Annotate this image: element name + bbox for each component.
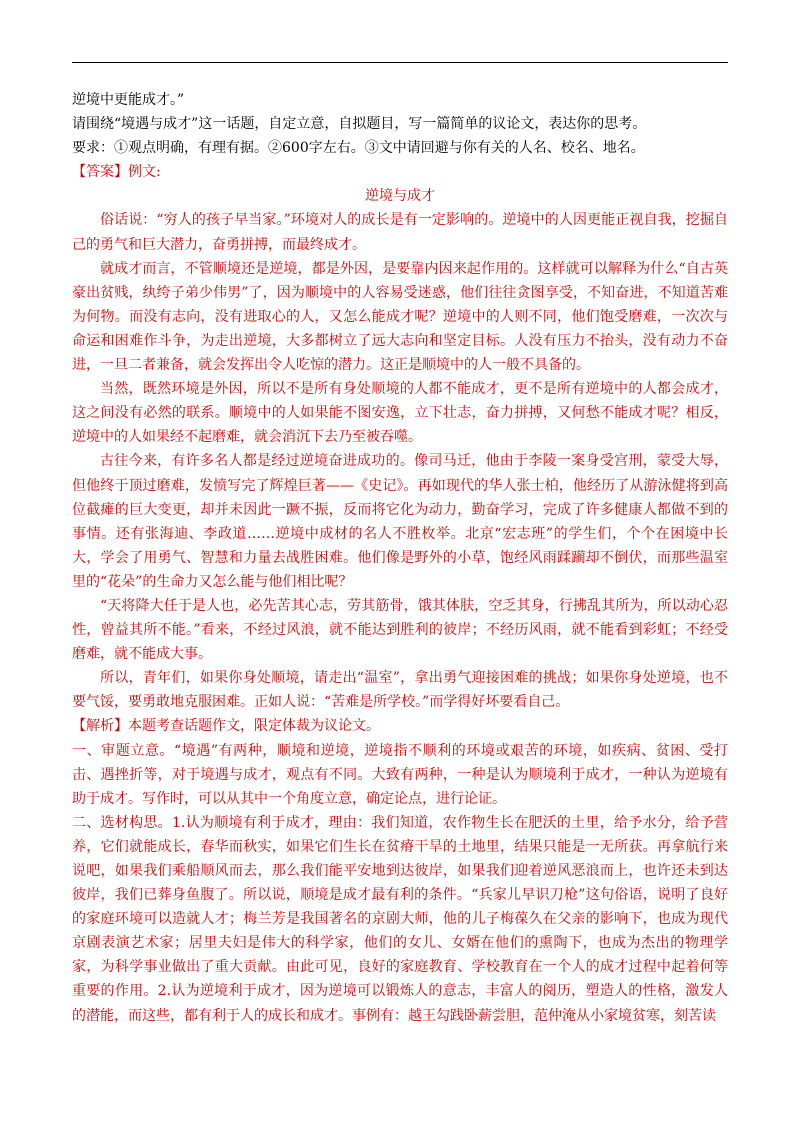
analysis-label-suffix: 本题考查话题作文，限定体裁为议论文。 [128,718,380,735]
answer-heading [72,160,728,184]
analysis-label: 【解析】 [72,718,128,735]
essay-paragraph: “天将降大任于是人也，必先苦其心志，劳其筋骨，饿其体肤，空乏其身，行拂乱其所为，所以动心忍性，曾益其所不能。”看来，不经过风浪，就不能达到胜利的彼岸；不经历风雨，就不能看到彩虹；不经受磨难，就不能成大事。 [72,597,728,663]
intro-line-2: 请围绕“境遇与成才”这一话题，自定立意，自拟题目，写一篇简单的议论文，表达你的思考。 [72,116,647,133]
answer-label-suffix: 例文: [128,164,161,181]
analysis-paragraph: 一、审题立意。“境遇”有两种，顺境和逆境，逆境指不顺利的环境或艰苦的环境，如疾病、贫困、受打击、遇挫折等，对于境遇与成才，观点有不同。大致有两种，一种是认为顺境利于成才，一种认为逆境有助于成才。写作时，可以从其中一个角度立意，确定论点，进行论证。 [72,742,728,807]
essay-paragraph: 当然，既然环境是外因，所以不是所有身处顺境的人都不能成才，更不是所有逆境中的人都会成才，这之间没有必然的联系。顺境中的人如果能不图安逸，立下壮志，奋力拼搏，又何愁不能成才呢？相反，逆境中的人如果经不起磨难，就会消沉下去乃至被吞噬。 [72,381,728,446]
essay-title: 逆境与成才 [365,188,435,205]
analysis-paragraph: 二、选材构思。1.认为顺境有利于成才，理由：我们知道，农作物生长在肥沃的土里，给予水分，给予营养，它们就能成长，春华而秋实，如果它们生长在贫瘠干旱的土地里，结果只能是一无所获。再拿航行来说吧，如果我们乘船顺风而去，那么我们能平安地到达彼岸，如果我们迎着逆风恶浪而上，也许还未到达彼岸，我们已葬身鱼腹了。所以说，顺境是成才最有利的条件。“兵家儿早识刀枪”这句俗语，说明了良好的家庭环境可以造就人才；梅兰芳是我国著名的京剧大师，他的儿子梅葆久在父亲的影响下，也成为现代京剧表演艺术家；居里夫妇是伟大的科学家，他们的女儿、女婿在他们的熏陶下，也成为杰出的物理学家，为科学事业做出了重大贡献。由此可见，良好的家庭教育、学校教育在一个人的成才过程中起着何等重要的作用。2.认为逆境利于成才，因为逆境可以锻炼人的意志，丰富人的阅历，塑造人的性格，激发人的潜能，而这些，都有利于人的成长和成才。事例有：越王勾践卧薪尝胆，范仲淹从小家境贫寒，刻苦读 [72,814,728,1024]
essay-paragraph: 俗话说：“穷人的孩子早当家。”环境对人的成长是有一定影响的。逆境中的人因更能正视自我，挖掘自己的勇气和巨大潜力，奋勇拼搏，而最终成才。 [72,212,728,253]
answer-label: 【答案】 [72,164,128,181]
essay-paragraph: 古往今来，有许多名人都是经过逆境奋进成功的。像司马迁，他由于李陵一案身受宫刑，蒙受大辱，但他终于顶过磨难，发愤写完了辉煌巨著——《史记》。再如现代的华人张士柏，他经历了从游泳健将到高位截瘫的巨大变更，却并未因此一蹶不振，反而将它化为动力，勤奋学习，完成了许多健康人都做不到的事情。还有张海迪、李政道……逆境中成材的名人不胜枚举。北京“宏志班”的学生们，个个在困境中长大，学会了用勇气、智慧和力量去战胜困难。他们像是野外的小草，饱经风雨蹂躏却不倒伏，而那些温室里的“花朵”的生命力又怎么能与他们相比呢？ [72,453,728,590]
analysis-heading [72,714,728,738]
header-rule [72,62,728,63]
intro-line-3: 要求：①观点明确，有理有据。②600字左右。③文中请回避与你有关的人名、校名、地名。 [72,140,645,157]
essay-paragraph: 就成才而言，不管顺境还是逆境，都是外因，是要靠内因来起作用的。这样就可以解释为什么“自古英豪出贫贱，纨绔子弟少伟男”了，因为顺境中的人容易受迷惑，他们往往贪图享受，不知奋进，不知道苦难为何物。而没有志向，没有进取心的人，又怎么能成才呢？逆境中的人则不同，他们饱受磨难，一次次与命运和困难作斗争，为走出逆境，大多都树立了远大志向和坚定目标。人没有压力不抬头，没有动力不奋进，一旦二者兼备，就会发挥出令人吃惊的潜力。这正是顺境中的人一般不具备的。 [72,260,728,374]
essay-paragraph: 所以，青年们，如果你身处顺境，请走出“温室”，拿出勇气迎接困难的挑战；如果你身处逆境，也不要气馁，要勇敢地克服困难。正如人说：“苦难是所学校。”而学得好坏要看自己。 [72,670,728,711]
intro-line-1: 逆境中更能成才。” [72,92,185,108]
document-page [72,88,728,1028]
